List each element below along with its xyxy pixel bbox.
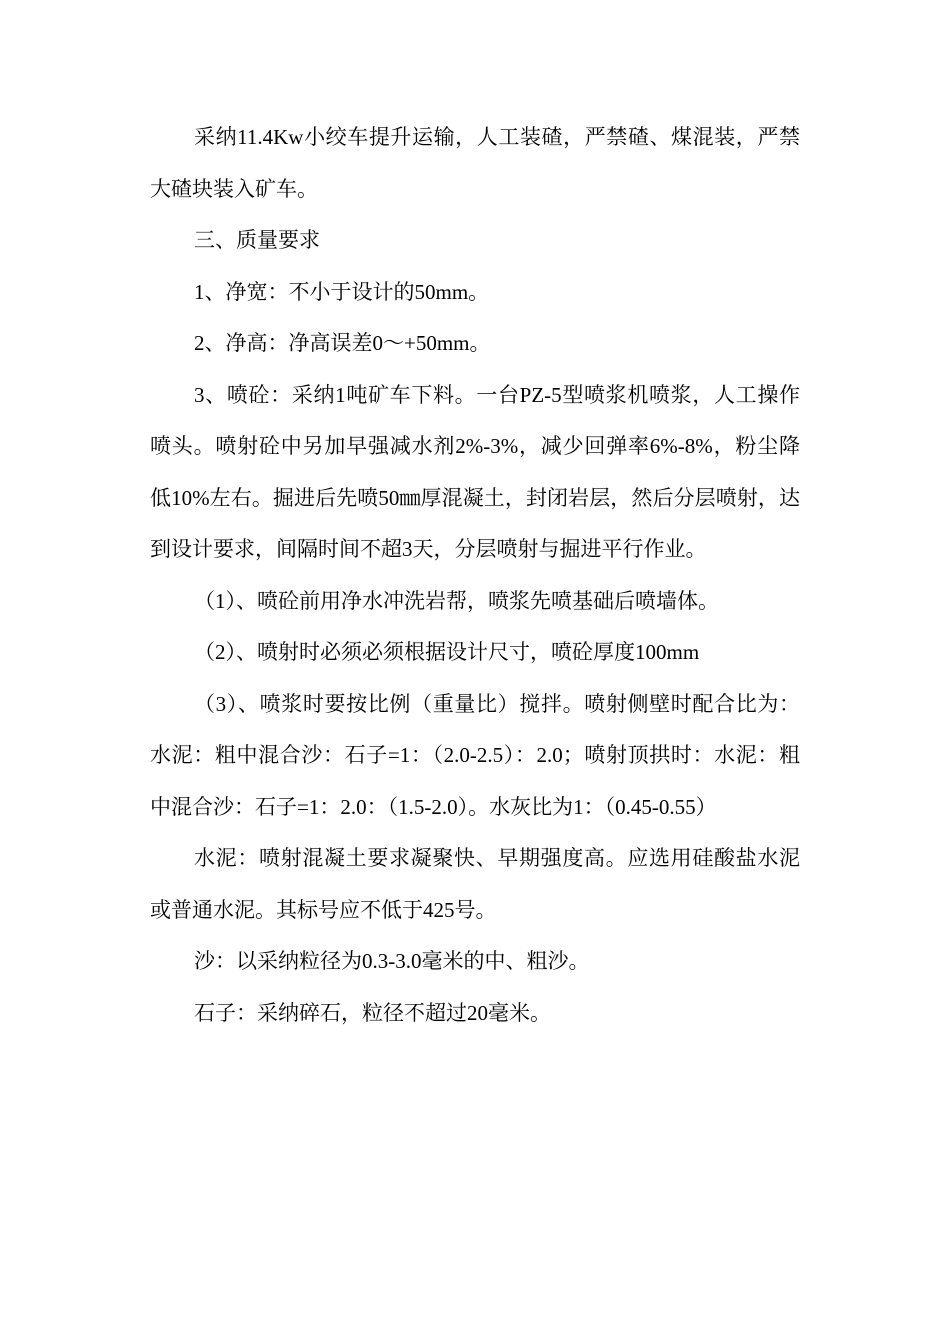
document-body	[150, 112, 800, 1039]
section-heading-quality: 三、质量要求	[194, 228, 320, 252]
subitem-3: （3）、喷浆时要按比例（重量比）搅拌。喷射侧壁时配合比为：水泥：粗中混合沙：石子=1：（2.0-2.5）：2.0；喷射顶拱时：水泥：粗中混合沙：石子=1：2.0：（1.5-2.0）。水灰比为1：（0.45-0.55）	[150, 691, 800, 819]
paragraph-transport: 采纳11.4Kw小绞车提升运输，人工装碴，严禁碴、煤混装，严禁大碴块装入矿车。	[150, 125, 800, 201]
paragraph-cement: 水泥：喷射混凝土要求凝聚快、早期强度高。应选用硅酸盐水泥或普通水泥。其标号应不低于425号。	[150, 846, 800, 922]
paragraph-stone: 石子：采纳碎石，粒径不超过20毫米。	[194, 1000, 551, 1025]
subitem-1: （1）、喷砼前用净水冲洗岩帮，喷浆先喷基础后喷墙体。	[194, 588, 719, 613]
subitem-2: （2）、喷射时必须必须根据设计尺寸，喷砼厚度100mm	[194, 640, 700, 664]
paragraph-sand: 沙：以采纳粒径为0.3-3.0毫米的中、粗沙。	[194, 949, 590, 973]
item-shotcrete: 3、喷砼：采纳1吨矿车下料。一台PZ-5型喷浆机喷浆，人工操作喷头。喷射砼中另加早强减水剂2%-3%，减少回弹率6%-8%，粉尘降低10%左右。掘进后先喷50㎜厚混凝土，封闭岩层，然后分层喷射，达到设计要求，间隔时间不超3天，分层喷射与掘进平行作业。	[150, 382, 800, 561]
item-net-width: 1、净宽：不小于设计的50mm。	[194, 279, 490, 304]
item-net-height: 2、净高：净高误差0～+50mm。	[194, 331, 491, 355]
